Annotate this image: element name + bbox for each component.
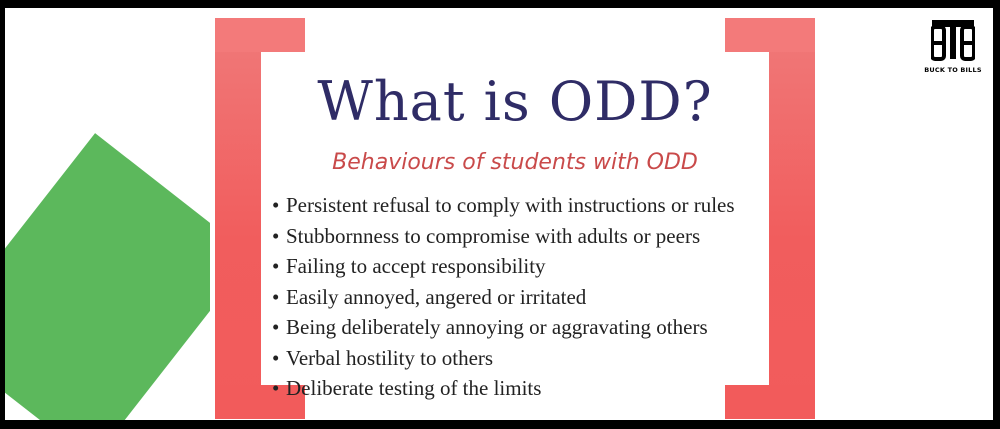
list-item: • Failing to accept responsibility bbox=[272, 251, 735, 282]
right-bracket bbox=[725, 18, 815, 419]
logo-text: BUCK TO BILLS bbox=[924, 66, 982, 74]
list-item: • Verbal hostility to others bbox=[272, 343, 735, 374]
bullet: • bbox=[272, 223, 280, 248]
infographic-frame bbox=[5, 8, 993, 420]
page-subtitle: Behaviours of students with ODD bbox=[332, 150, 698, 175]
bullet: • bbox=[272, 193, 280, 217]
odd-card bbox=[210, 8, 815, 420]
page-title: What is ODD? bbox=[317, 70, 713, 133]
bullet: • bbox=[272, 284, 280, 309]
list-item: • Stubbornness to compromise with adults or peers bbox=[272, 221, 735, 252]
list-item: • Being deliberately annoying or aggravating others bbox=[272, 312, 735, 343]
behaviour-list bbox=[272, 190, 735, 404]
list-item: • Persistent refusal to comply with instructions or rules bbox=[272, 190, 735, 221]
btb-logo-icon bbox=[931, 18, 975, 62]
list-item: • Deliberate testing of the limits bbox=[272, 373, 735, 404]
list-item: • Easily annoyed, angered or irritated bbox=[272, 282, 735, 313]
bullet: • bbox=[272, 315, 280, 339]
bullet: • bbox=[272, 345, 280, 370]
bullet: • bbox=[272, 376, 280, 400]
bullet: • bbox=[272, 254, 280, 278]
buck-to-bills-logo bbox=[918, 18, 988, 83]
